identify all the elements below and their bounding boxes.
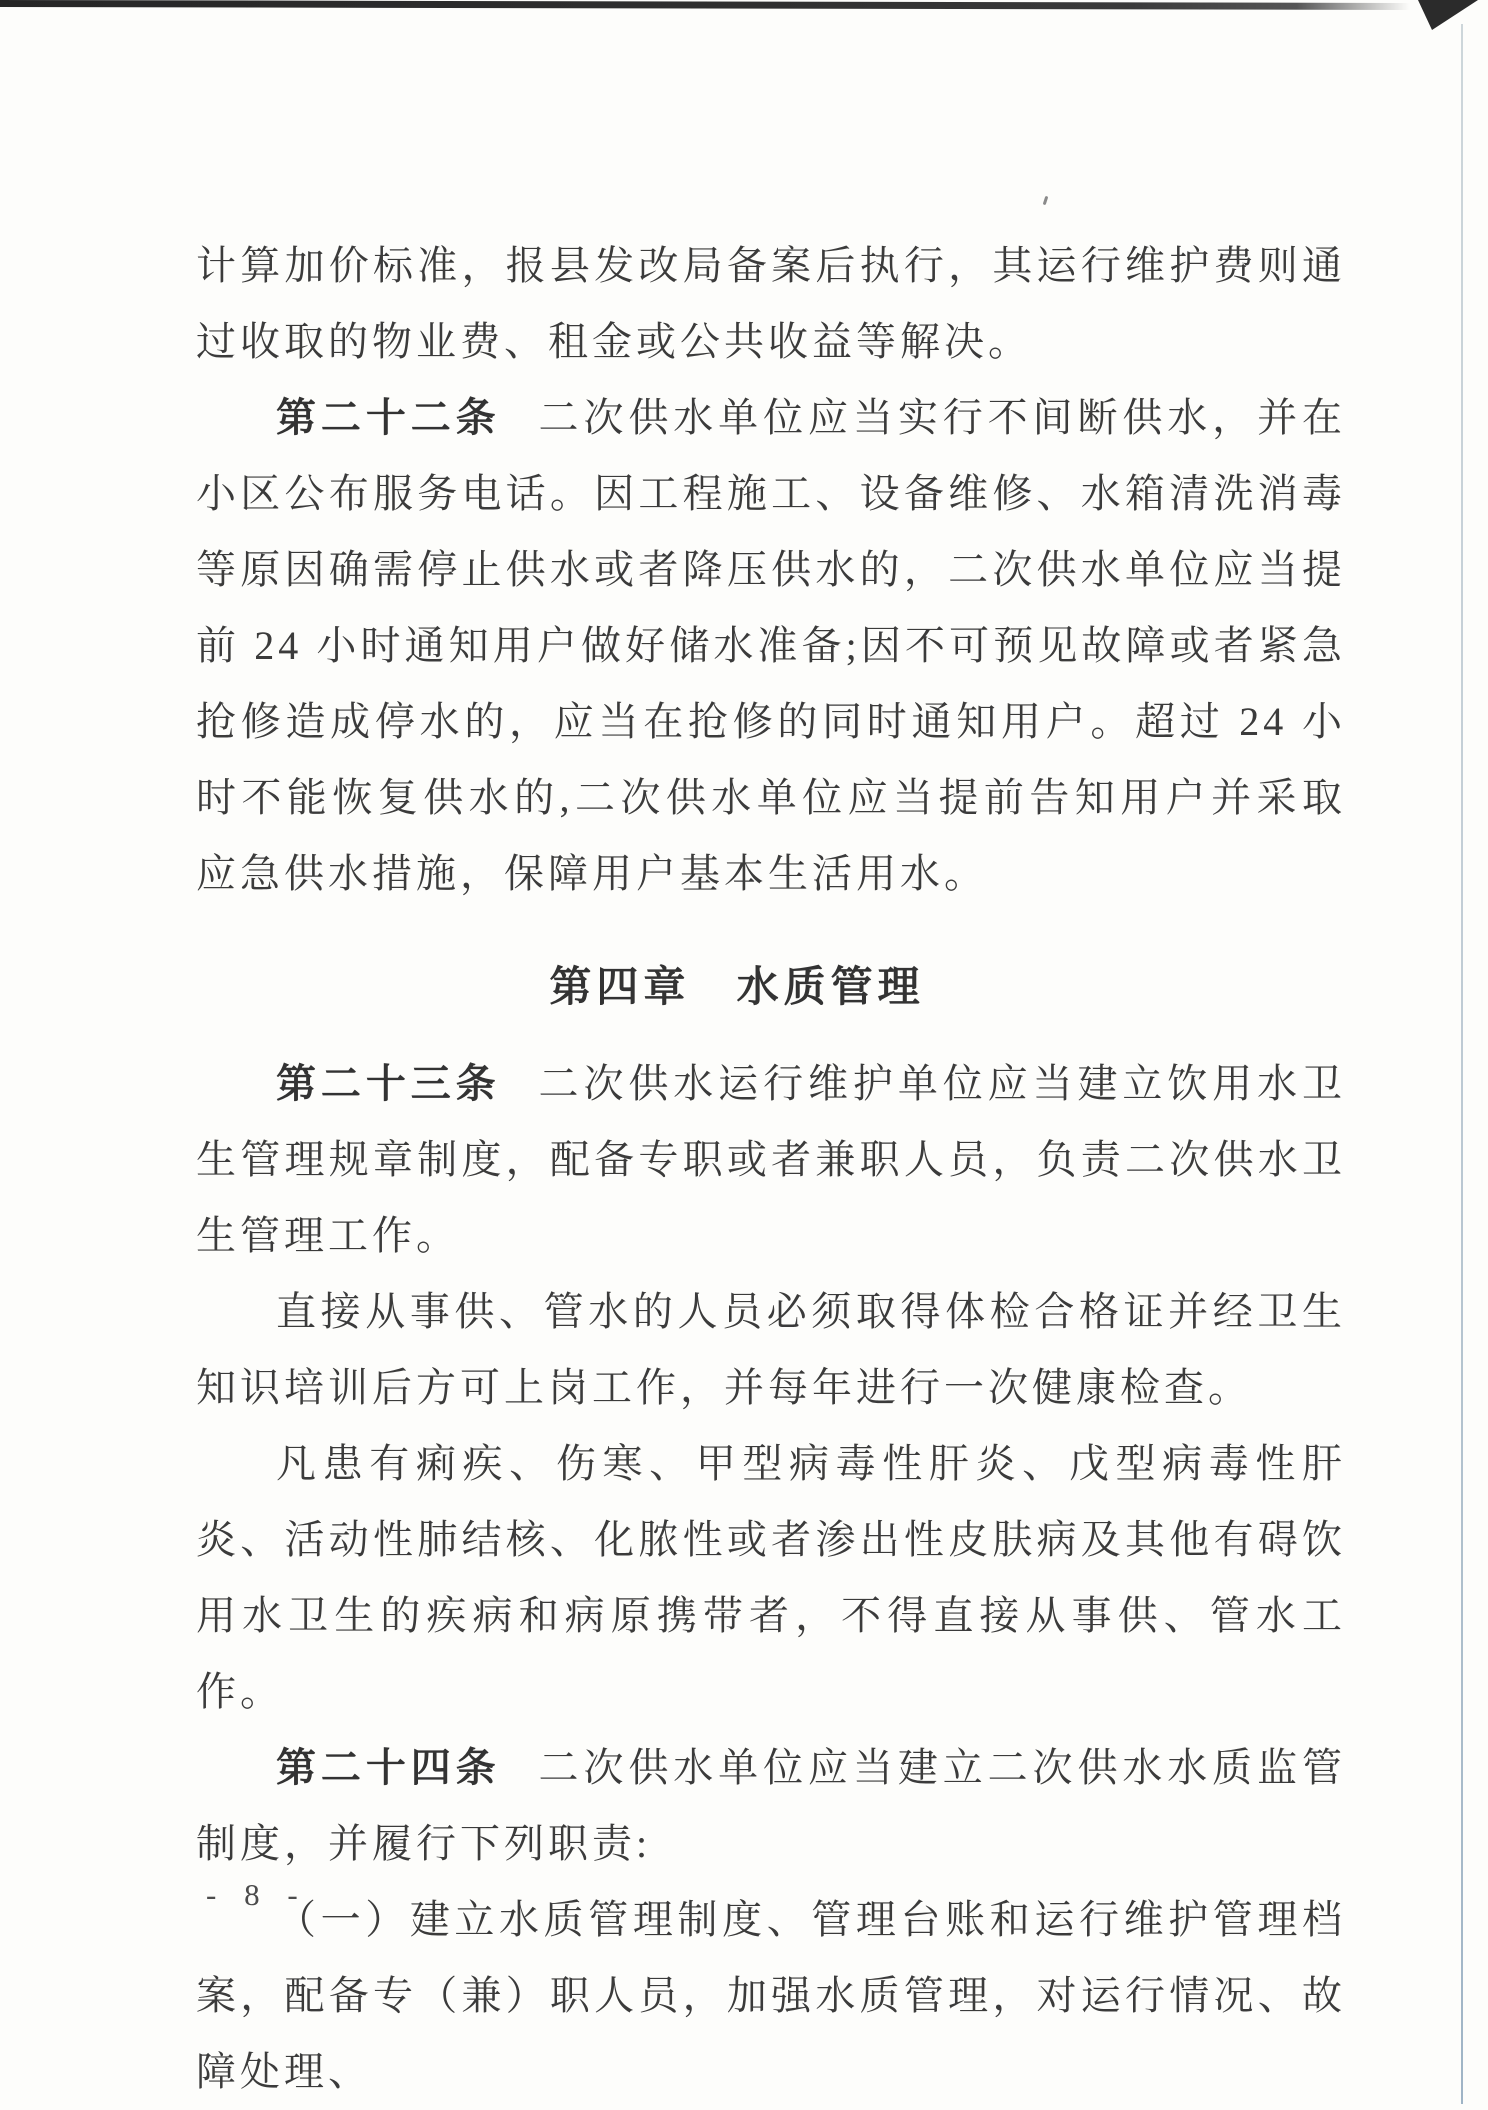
paragraph-continuation	[196, 228, 1346, 380]
document-body	[196, 228, 1346, 2110]
paragraph-article-22	[196, 380, 1346, 912]
scan-speck	[1043, 196, 1049, 205]
paragraph-text: 二次供水运行维护单位应当建立饮用水卫生管理规章制度，配备专职或者兼职人员，负责二次供水卫生管理工作。	[196, 1061, 1347, 1258]
scan-top-edge	[0, 0, 1410, 10]
paragraph-text: 直接从事供、管水的人员必须取得体检合格证并经卫生知识培训后方可上岗工作，并每年进行一次健康检查。	[196, 1289, 1346, 1410]
paragraph-text: 二次供水单位应当建立二次供水水质监管制度，并履行下列职责:	[196, 1745, 1347, 1866]
paragraph-disease-restriction	[196, 1426, 1346, 1730]
article-lead: 第二十二条	[276, 395, 501, 440]
page-edge-line	[1461, 24, 1463, 2104]
paragraph-text: 计算加价标准，报县发改局备案后执行，其运行维护费则通过收取的物业费、租金或公共收益等解决。	[196, 243, 1346, 364]
chapter-heading	[162, 950, 1312, 1026]
article-lead: 第二十三条	[276, 1061, 501, 1106]
scan-corner-mark	[1418, 0, 1478, 30]
paragraph-article-23	[196, 1046, 1346, 1274]
chapter-title: 水质管理	[736, 965, 925, 1011]
paragraph-article-24	[196, 1730, 1346, 1882]
chapter-number: 第四章	[549, 965, 691, 1011]
page-number: - 8 -	[206, 1877, 308, 1912]
article-lead: 第二十四条	[276, 1745, 501, 1790]
paragraph-health-cert	[196, 1274, 1346, 1426]
paragraph-text: 凡患有痢疾、伤寒、甲型病毒性肝炎、戊型病毒性肝炎、活动性肺结核、化脓性或者渗出性皮肤病及其他有碍饮用水卫生的疾病和病原携带者，不得直接从事供、管水工作。	[196, 1441, 1346, 1714]
paragraph-duty-item-1	[196, 1882, 1346, 2110]
paragraph-text: （一）建立水质管理制度、管理台账和运行维护管理档案，配备专（兼）职人员，加强水质管理，对运行情况、故障处理、	[196, 1897, 1346, 2094]
paragraph-text: 二次供水单位应当实行不间断供水，并在小区公布服务电话。因工程施工、设备维修、水箱清洗消毒等原因确需停止供水或者降压供水的，二次供水单位应当提前 24 小时通知用户做好储水准备;因不可预见故障或者紧急抢修造成停水的，应当在抢修的同时通知用户。超过 24 小时不能恢复供水的,二次供水单位应当提前告知用户并采取应急供水措施，保障用户基本生活用水。	[196, 395, 1347, 896]
